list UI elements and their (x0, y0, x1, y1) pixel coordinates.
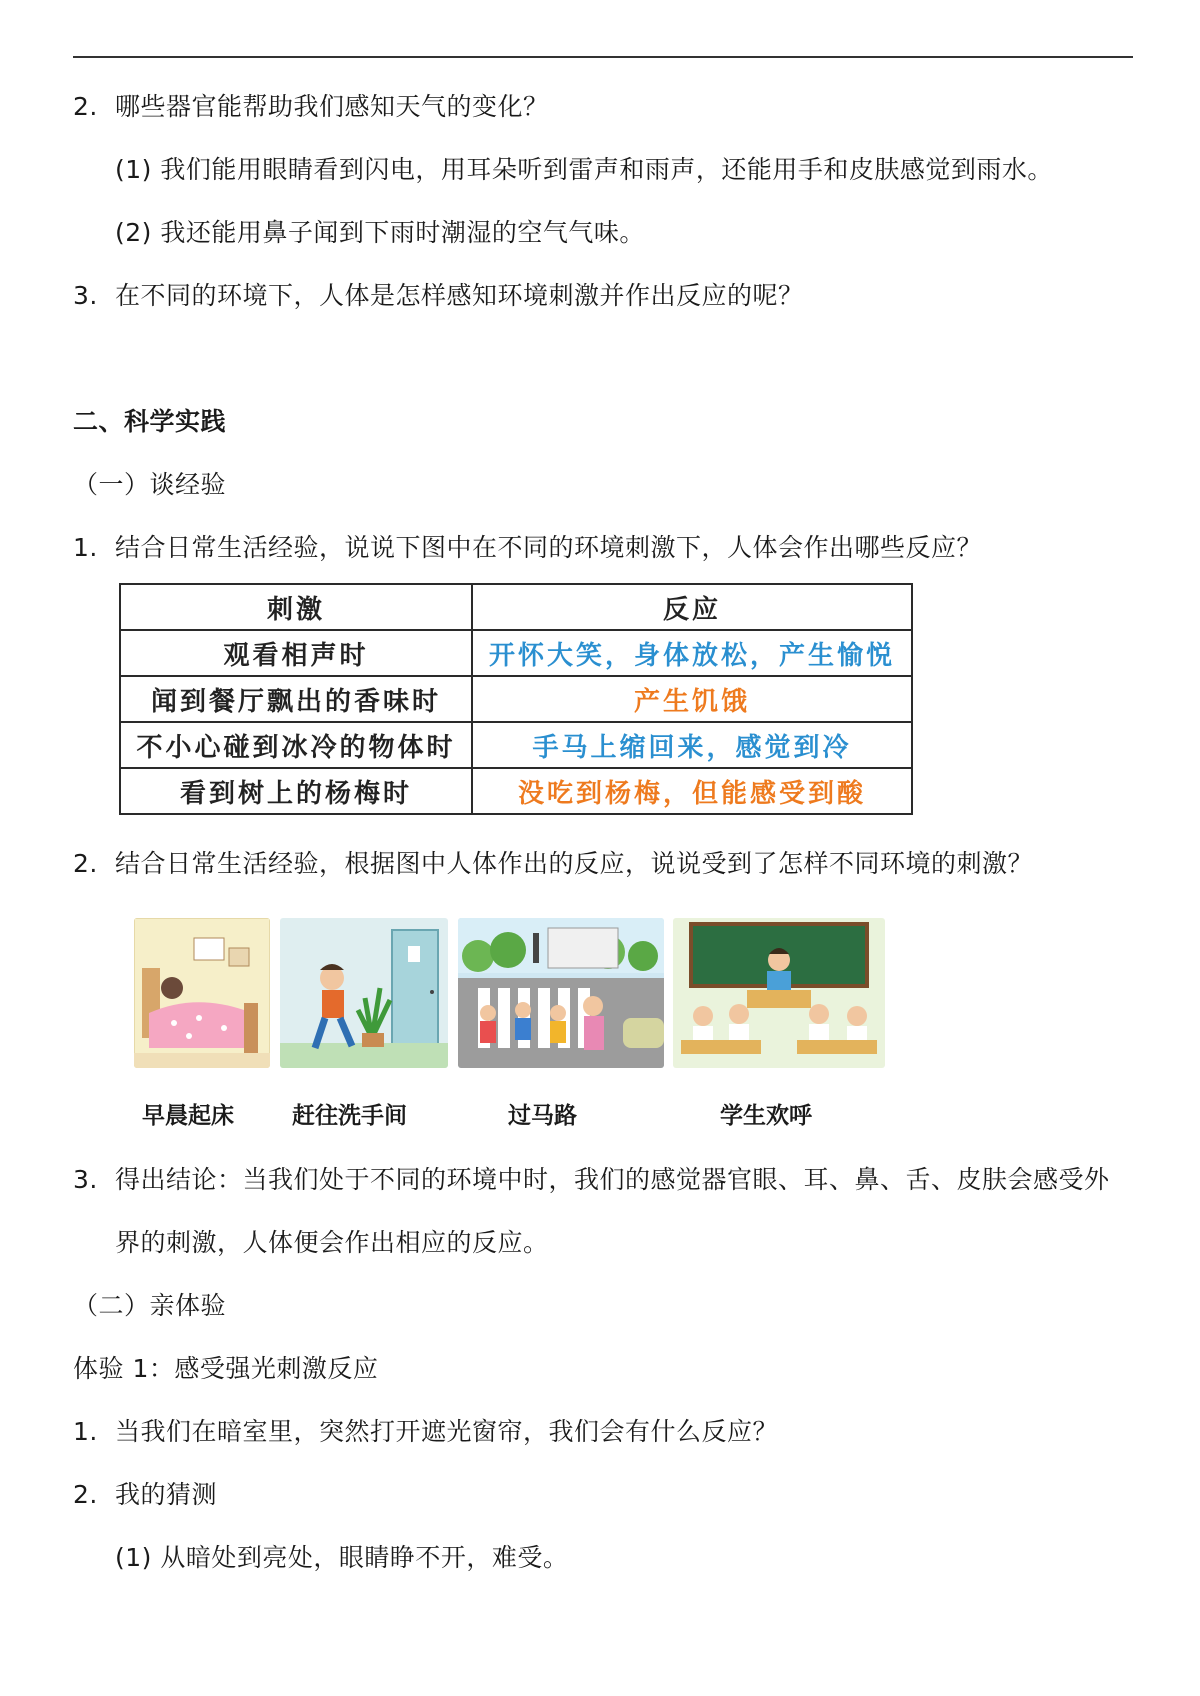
stimulus-response-table (119, 583, 913, 815)
subsection-heading: （一）谈经验 (73, 470, 227, 499)
students-cheering-illustration (673, 918, 885, 1068)
stimulus-cell: 看到树上的杨梅时 (120, 768, 472, 814)
table-row (120, 768, 912, 814)
experience-question-1 (73, 1415, 778, 1449)
morning-wakeup-illustration (134, 918, 270, 1068)
header-rule (73, 56, 1133, 58)
caption-crossing: 过马路 (508, 1103, 577, 1129)
practice-3 (73, 1163, 1110, 1197)
table-row (120, 676, 912, 722)
crossing-road-illustration (458, 918, 664, 1068)
table-row (120, 722, 912, 768)
section-heading: 二、科学实践 (73, 407, 227, 436)
question-3 (73, 279, 804, 313)
response-cell: 产生饥饿 (472, 676, 912, 722)
question-text: 哪些器官能帮助我们感知天气的变化？ (115, 92, 549, 121)
question-number: 2. (73, 1480, 98, 1509)
response-cell: 没吃到杨梅，但能感受到酸 (472, 768, 912, 814)
question-number: 1. (73, 533, 98, 562)
question-text: 当我们在暗室里，突然打开遮光窗帘，我们会有什么反应？ (115, 1417, 779, 1446)
table-header-row (120, 584, 912, 630)
question-text: 在不同的环境下，人体是怎样感知环境刺激并作出反应的呢？ (115, 281, 804, 310)
question-2 (73, 90, 549, 124)
stimulus-cell: 闻到餐厅飘出的香味时 (120, 676, 472, 722)
question-text: 结合日常生活经验，根据图中人体作出的反应，说说受到了怎样不同环境的刺激？ (115, 849, 1034, 878)
question-number: 2. (73, 92, 98, 121)
caption-morning: 早晨起床 (142, 1103, 234, 1129)
practice-1 (73, 531, 982, 565)
experience-question-2 (73, 1478, 217, 1512)
question-number: 1. (73, 1417, 98, 1446)
stimulus-cell: 观看相声时 (120, 630, 472, 676)
question-text: 我的猜测 (115, 1480, 218, 1509)
question-number: 3. (73, 281, 98, 310)
caption-cheering: 学生欢呼 (720, 1103, 812, 1129)
question-number: 3. (73, 1165, 98, 1194)
answer-2-1: (1) 我们能用眼睛看到闪电，用耳朵听到雷声和雨声，还能用手和皮肤感觉到雨水。 (115, 155, 1053, 184)
question-text: 得出结论：当我们处于不同的环境中时，我们的感觉器官眼、耳、鼻、舌、皮肤会感受外 (115, 1165, 1110, 1194)
question-text: 结合日常生活经验，说说下图中在不同的环境刺激下，人体会作出哪些反应？ (115, 533, 983, 562)
answer-2-2: (2) 我还能用鼻子闻到下雨时潮湿的空气气味。 (115, 218, 645, 247)
table-header: 刺激 (120, 584, 472, 630)
practice-2 (73, 847, 1033, 881)
caption-restroom: 赶往洗手间 (292, 1103, 407, 1129)
response-cell: 手马上缩回来，感觉到冷 (472, 722, 912, 768)
stimulus-cell: 不小心碰到冰冷的物体时 (120, 722, 472, 768)
table-row (120, 630, 912, 676)
experience-title: 体验 1：感受强光刺激反应 (73, 1354, 379, 1383)
table-header: 反应 (472, 584, 912, 630)
question-number: 2. (73, 849, 98, 878)
hurry-to-restroom-illustration (280, 918, 448, 1068)
response-cell: 开怀大笑，身体放松，产生愉悦 (472, 630, 912, 676)
guess-answer-1: (1) 从暗处到亮处，眼睛睁不开，难受。 (115, 1543, 569, 1572)
subsection-heading-2: （二）亲体验 (73, 1291, 227, 1320)
practice-3-continued: 界的刺激，人体便会作出相应的反应。 (115, 1228, 549, 1257)
